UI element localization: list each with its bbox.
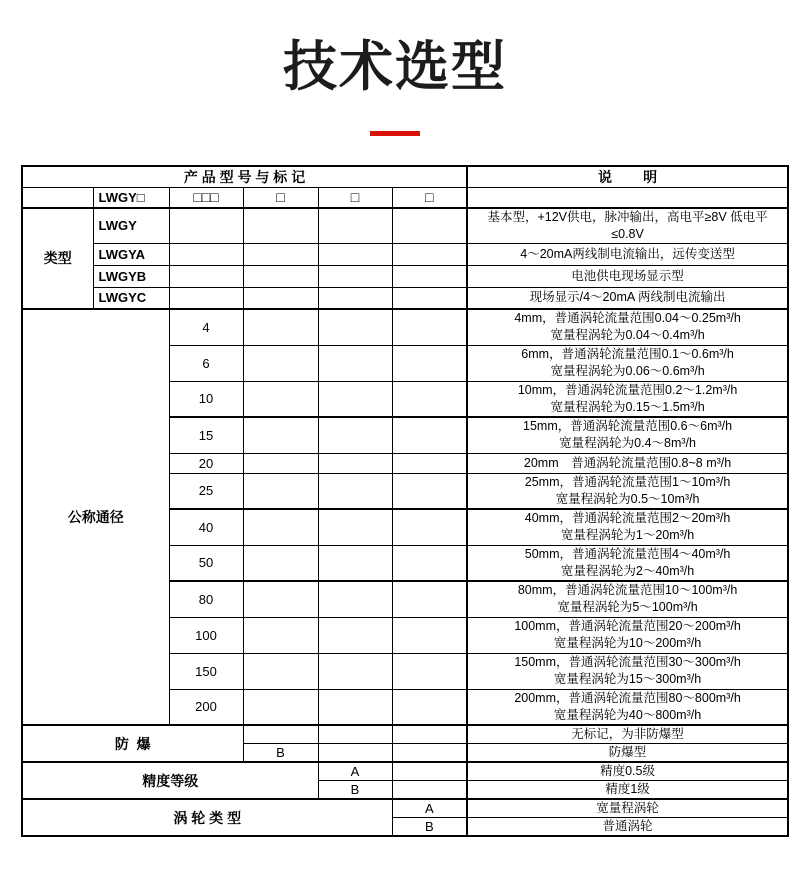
empty-cell: [318, 287, 392, 309]
type-desc-cell: 现场显示/4～20mA 两线制电流输出: [467, 287, 788, 309]
diameter-desc-cell: [467, 309, 788, 345]
empty-cell: [169, 265, 243, 287]
type-row: [22, 265, 788, 287]
empty-cell: [243, 208, 318, 244]
title-underline-dash: [370, 131, 420, 136]
table-header-row: [22, 166, 788, 188]
desc-line: 80mm，普通涡轮流量范围10～100m³/h: [517, 583, 738, 598]
diameter-desc-cell: [467, 417, 788, 453]
turbine-desc-cell: 普通涡轮: [467, 818, 788, 837]
type-code-cell: LWGYA: [93, 243, 169, 265]
empty-cell: [169, 208, 243, 244]
empty-cell: [169, 287, 243, 309]
turbine-code-cell: B: [392, 818, 467, 837]
desc-line: 宽量程涡轮为2～40m³/h: [560, 563, 695, 578]
empty-cell: [243, 689, 318, 725]
empty-cell: [318, 653, 392, 689]
diameter-size-cell: 4: [169, 309, 243, 345]
empty-cell: [392, 725, 467, 744]
technical-selection-table: [21, 165, 789, 837]
diameter-mark-boxes: □□□: [169, 188, 243, 208]
empty-cell: [243, 473, 318, 509]
empty-cell: [392, 243, 467, 265]
diameter-desc-cell: [467, 509, 788, 545]
empty-cell: [243, 545, 318, 581]
empty-cell: [243, 265, 318, 287]
empty-cell: [318, 345, 392, 381]
type-section-label: 类型: [22, 208, 93, 310]
diameter-size-cell: 20: [169, 453, 243, 473]
empty-cell: [318, 265, 392, 287]
empty-cell: [392, 509, 467, 545]
diameter-desc-cell: [467, 453, 788, 473]
empty-cell: [243, 653, 318, 689]
diameter-desc-cell: [467, 617, 788, 653]
empty-cell: [392, 581, 467, 617]
desc-line: 50mm，普通涡轮流量范围4～40m³/h: [524, 546, 731, 561]
turbine-code-cell: A: [392, 799, 467, 818]
desc-line: 宽量程涡轮为0.04～0.4m³/h: [550, 328, 705, 343]
diameter-size-cell: 25: [169, 473, 243, 509]
empty-cell: [392, 208, 467, 244]
diameter-size-cell: 15: [169, 417, 243, 453]
empty-cell: [318, 509, 392, 545]
accuracy-section-label: 精度等级: [22, 762, 318, 799]
empty-cell: [243, 617, 318, 653]
page-title: 技术选型: [283, 37, 507, 97]
diameter-desc-cell: [467, 653, 788, 689]
empty-cell: [318, 581, 392, 617]
type-row: [22, 287, 788, 309]
desc-line: 15mm，普通涡轮流量范围0.6～6m³/h: [523, 419, 733, 434]
desc-line: 宽量程涡轮为0.5～10m³/h: [555, 491, 700, 506]
accuracy-desc-cell: 精度1级: [467, 781, 788, 800]
desc-line: 宽量程涡轮为10～200m³/h: [553, 636, 702, 650]
empty-cell: [392, 617, 467, 653]
empty-cell: [318, 208, 392, 244]
explosion-row: [22, 725, 788, 744]
desc-line: 150mm，普通涡轮流量范围30～300m³/h: [514, 655, 741, 669]
desc-line: 6mm，普通涡轮流量范围0.1～0.6m³/h: [521, 347, 734, 361]
diameter-desc-cell: [467, 381, 788, 417]
empty-cell: [392, 653, 467, 689]
explosion-code-cell: B: [243, 744, 318, 763]
desc-line: 宽量程涡轮为1～20m³/h: [560, 528, 695, 543]
header-description: 说 明: [467, 166, 788, 188]
empty-cell: [318, 309, 392, 345]
empty-cell: [392, 453, 467, 473]
empty-cell: [392, 689, 467, 725]
header-product-model-marking: 产 品 型 号 与 标 记: [22, 166, 467, 188]
type-desc-cell: 电池供电现场显示型: [467, 265, 788, 287]
empty-cell: [318, 725, 392, 744]
empty-cell: [169, 243, 243, 265]
diameter-section-label: 公称通径: [22, 309, 169, 725]
empty-cell: [318, 381, 392, 417]
desc-line: 宽量程涡轮为15～300m³/h: [553, 672, 702, 686]
empty-cell: [243, 309, 318, 345]
desc-line: 200mm，普通涡轮流量范围80～800m³/h: [514, 690, 741, 705]
empty-cell: [318, 417, 392, 453]
empty-cell: [392, 265, 467, 287]
diameter-desc-cell: [467, 545, 788, 581]
diameter-size-cell: 80: [169, 581, 243, 617]
explosion-mark-box: □: [243, 188, 318, 208]
type-desc-cell: 4～20mA两线制电流输出，远传变送型: [467, 243, 788, 265]
empty-cell: [392, 345, 467, 381]
empty-cell: [243, 381, 318, 417]
empty-cell: [392, 417, 467, 453]
empty-cell: [318, 243, 392, 265]
empty-cell: [318, 473, 392, 509]
empty-cell: [318, 744, 392, 763]
empty-cell: [243, 345, 318, 381]
diameter-size-cell: 6: [169, 345, 243, 381]
type-row: [22, 243, 788, 265]
empty-cell: [392, 381, 467, 417]
explosion-code-cell: [243, 725, 318, 744]
desc-line: 宽量程涡轮为40～800m³/h: [553, 707, 702, 722]
empty-cell: [318, 617, 392, 653]
accuracy-row: [22, 762, 788, 781]
diameter-size-cell: 100: [169, 617, 243, 653]
empty-cell: [22, 188, 93, 208]
diameter-size-cell: 40: [169, 509, 243, 545]
diameter-size-cell: 150: [169, 653, 243, 689]
desc-line: 宽量程涡轮为0.4～8m³/h: [559, 436, 696, 451]
desc-line: 20mm 普通涡轮流量范围0.8~8 m³/h: [523, 455, 732, 470]
desc-line: 10mm，普通涡轮流量范围0.2～1.2m³/h: [517, 382, 738, 397]
desc-line: 25mm，普通涡轮流量范围1～10m³/h: [524, 474, 731, 489]
empty-cell: [318, 453, 392, 473]
empty-cell: [392, 473, 467, 509]
empty-cell: [318, 689, 392, 725]
turbine-desc-cell: 宽量程涡轮: [467, 799, 788, 818]
turbine-row: [22, 799, 788, 818]
empty-cell: [243, 453, 318, 473]
type-desc-cell: 基本型，+12V供电，脉冲输出，高电平≥8V 低电平≤0.8V: [467, 208, 788, 244]
desc-line: 4mm，普通涡轮流量范围0.04～0.25m³/h: [514, 311, 741, 326]
diameter-size-cell: 200: [169, 689, 243, 725]
desc-line: 100mm，普通涡轮流量范围20～200m³/h: [514, 619, 741, 633]
empty-cell: [318, 545, 392, 581]
diameter-desc-cell: [467, 581, 788, 617]
diameter-desc-cell: [467, 345, 788, 381]
accuracy-code-cell: B: [318, 781, 392, 800]
empty-cell: [243, 581, 318, 617]
diameter-desc-cell: [467, 473, 788, 509]
desc-line: 宽量程涡轮为5～100m³/h: [557, 600, 698, 615]
empty-cell: [392, 545, 467, 581]
type-code-cell: LWGYC: [93, 287, 169, 309]
desc-line: 40mm，普通涡轮流量范围2～20m³/h: [524, 511, 731, 526]
explosion-section-label: 防 爆: [22, 725, 243, 762]
accuracy-mark-box: □: [318, 188, 392, 208]
explosion-desc-cell: 无标记，为非防爆型: [467, 725, 788, 744]
diameter-row: [22, 309, 788, 345]
empty-cell: [243, 509, 318, 545]
turbine-section-label: 涡 轮 类 型: [22, 799, 392, 836]
type-code-cell: LWGY: [93, 208, 169, 244]
type-code-cell: LWGYB: [93, 265, 169, 287]
diameter-size-cell: 10: [169, 381, 243, 417]
diameter-desc-cell: [467, 689, 788, 725]
accuracy-code-cell: A: [318, 762, 392, 781]
page-header: [0, 36, 790, 136]
empty-cell: [392, 744, 467, 763]
model-prefix-cell: LWGY□: [93, 188, 169, 208]
empty-cell: [392, 287, 467, 309]
model-marking-row: [22, 188, 788, 208]
empty-cell: [392, 762, 467, 781]
empty-cell: [392, 309, 467, 345]
empty-cell: [243, 417, 318, 453]
empty-cell: [243, 243, 318, 265]
empty-cell: [467, 188, 788, 208]
turbine-mark-box: □: [392, 188, 467, 208]
accuracy-desc-cell: 精度0.5级: [467, 762, 788, 781]
desc-line: 宽量程涡轮为0.06～0.6m³/h: [550, 364, 705, 378]
explosion-desc-cell: 防爆型: [467, 744, 788, 763]
empty-cell: [392, 781, 467, 800]
empty-cell: [243, 287, 318, 309]
desc-line: 宽量程涡轮为0.15～1.5m³/h: [550, 399, 705, 414]
type-row: [22, 208, 788, 244]
diameter-size-cell: 50: [169, 545, 243, 581]
